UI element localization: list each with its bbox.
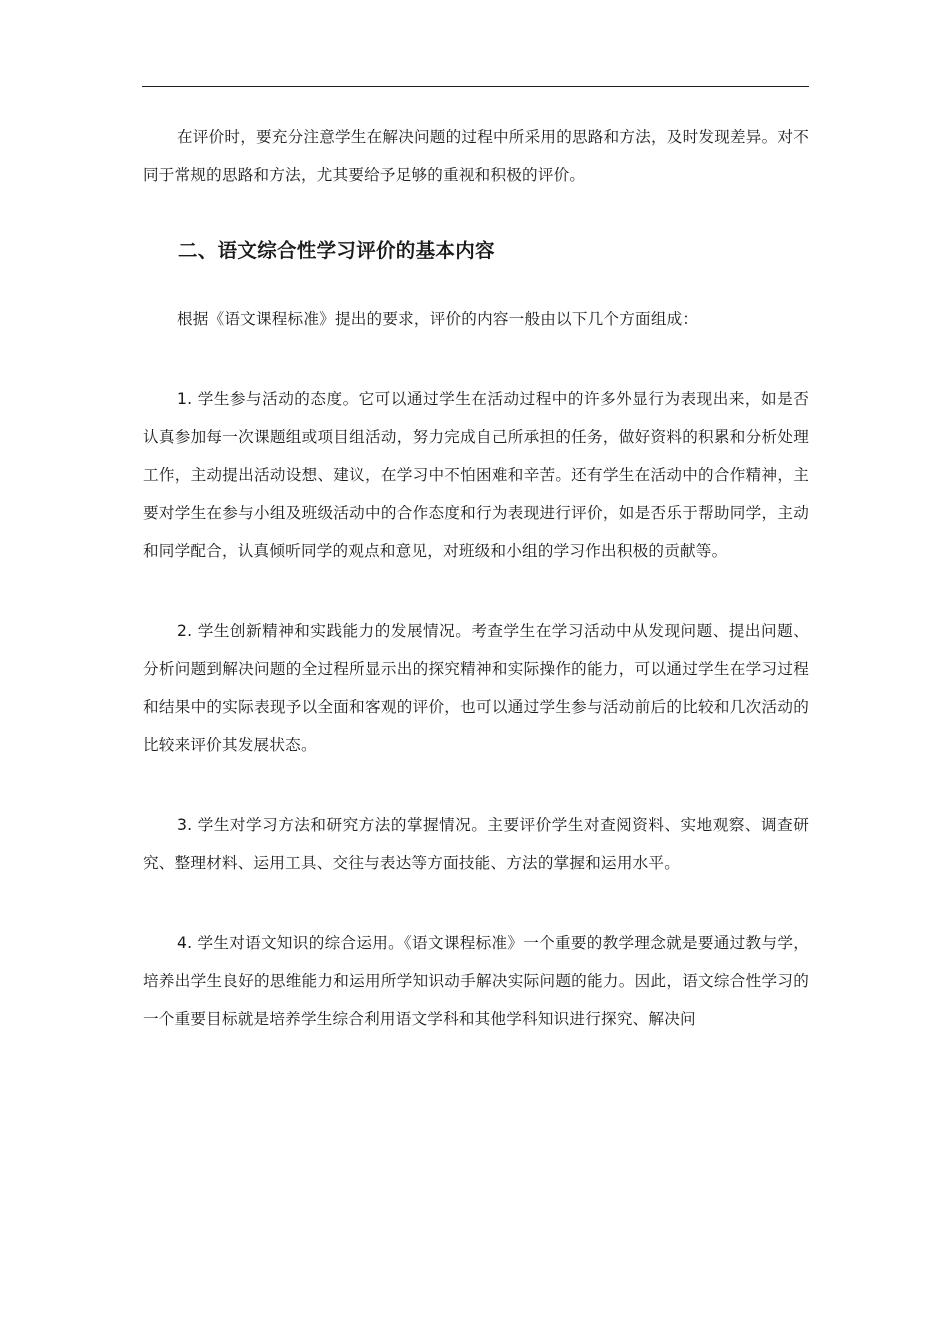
intro-paragraph: 在评价时，要充分注意学生在解决问题的过程中所采用的思路和方法，及时发现差异。对不同于常规的思路和方法，尤其要给予足够的重视和积极的评价。 [143, 128, 809, 184]
document-body [143, 118, 809, 1038]
list-item-3: 3. 学生对学习方法和研究方法的掌握情况。主要评价学生对查阅资料、实地观察、调查研究、整理材料、运用工具、交往与表达等方面技能、方法的掌握和运用水平。 [143, 816, 809, 872]
lead-paragraph: 根据《语文课程标准》提出的要求，评价的内容一般由以下几个方面组成： [177, 310, 699, 328]
list-item-2: 2. 学生创新精神和实践能力的发展情况。考查学生在学习活动中从发现问题、提出问题、分析问题到解决问题的全过程所显示出的探究精神和实际操作的能力，可以通过学生在学习过程和结果中的实际表现予以全面和客观的评价，也可以通过学生参与活动前后的比较和几次活动的比较来评价其发展状态。 [143, 622, 809, 754]
list-item-4: 4. 学生对语文知识的综合运用。《语文课程标准》一个重要的教学理念就是要通过教与学，培养出学生良好的思维能力和运用所学知识动手解决实际问题的能力。因此，语文综合性学习的一个重要目标就是培养学生综合利用语文学科和其他学科知识进行探究、解决问 [143, 934, 809, 1028]
section-heading: 二、语文综合性学习评价的基本内容 [178, 239, 495, 262]
list-item-1: 1. 学生参与活动的态度。它可以通过学生在活动过程中的许多外显行为表现出来，如是否认真参加每一次课题组或项目组活动，努力完成自己所承担的任务，做好资料的积累和分析处理工作，主动提出活动设想、建议，在学习中不怕困难和辛苦。还有学生在活动中的合作精神，主要对学生在参与小组及班级活动中的合作态度和行为表现进行评价，如是否乐于帮助同学，主动和同学配合，认真倾听同学的观点和意见，对班级和小组的学习作出积极的贡献等。 [143, 390, 809, 560]
header-divider [142, 86, 809, 87]
